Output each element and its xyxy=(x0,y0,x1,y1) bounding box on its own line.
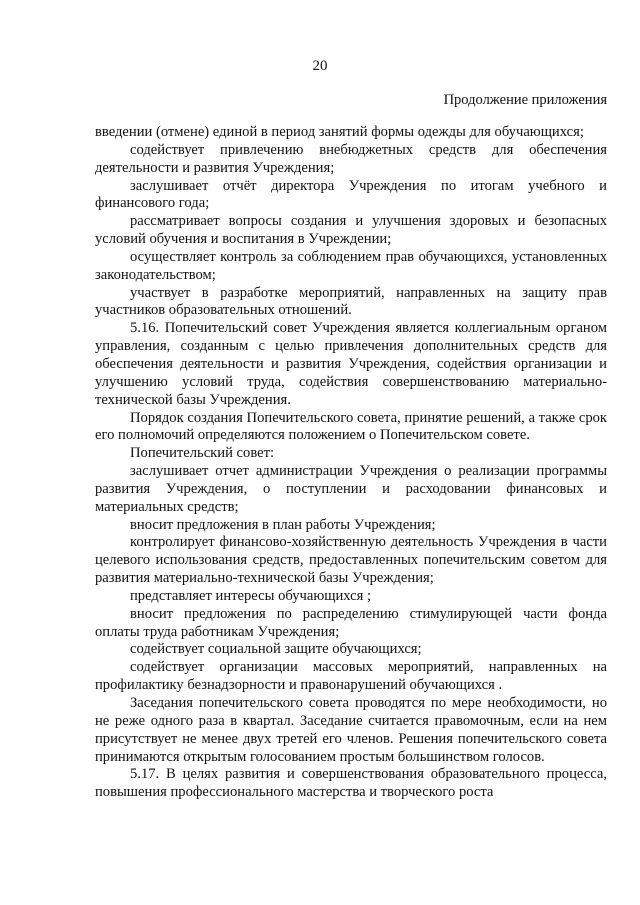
body-text xyxy=(95,124,607,802)
paragraph: вносит предложения в план работы Учреждения; xyxy=(130,516,436,533)
paragraph: Заседания попечительского совета проводятся по мере необходимости, но не реже одного раза в квартал. Заседание считается правомочным, если на нем присутствует не менее двух третей его членов. Решения попечительского совета принимаются открытым голосованием простым большинством голосов. xyxy=(95,695,607,765)
paragraph: 5.17. В целях развития и совершенствования образовательного процесса, повышения профессионального мастерства и творческого роста xyxy=(95,766,607,801)
paragraph: участвует в разработке мероприятий, направленных на защиту прав участников образовательных отношений. xyxy=(95,284,607,319)
paragraph: заслушивает отчет администрации Учреждения о реализации программы развития Учреждения, о поступлении и расходовании финансовых и материальных средств; xyxy=(95,463,607,515)
paragraph: Порядок создания Попечительского совета, принятие решений, а также срок его полномочий определяются положением о Попечительском совете. xyxy=(95,409,607,444)
paragraph: содействует организации массовых мероприятий, направленных на профилактику безнадзорности и правонарушений обучающихся . xyxy=(95,659,607,694)
running-header: Продолжение приложения xyxy=(443,92,607,108)
page-number: 20 xyxy=(312,58,328,74)
paragraph: заслушивает отчёт директора Учреждения по итогам учебного и финансового года; xyxy=(95,177,607,212)
paragraph: контролирует финансово-хозяйственную деятельность Учреждения в части целевого использования средств, предоставленных попечительским советом для развития материально-технической базы Учреждения; xyxy=(95,534,607,587)
paragraph: содействует социальной защите обучающихся; xyxy=(130,641,422,658)
paragraph: представляет интересы обучающихся ; xyxy=(130,587,372,604)
paragraph: 5.16. Попечительский совет Учреждения является коллегиальным органом управления, созданным с целью привлечения дополнительных средств для обеспечения деятельности и развития Учреждения, содействия организации и улучшению условий труда, содействия совершенствованию материально-технической базы Учреждения. xyxy=(95,320,607,408)
paragraph: рассматривает вопросы создания и улучшения здоровых и безопасных условий обучения и воспитания в Учреждении; xyxy=(95,213,607,248)
paragraph: Попечительский совет: xyxy=(130,445,275,462)
paragraph: осуществляет контроль за соблюдением прав обучающихся, установленных законодательством; xyxy=(95,248,607,283)
paragraph: введении (отмене) единой в период занятий формы одежды для обучающихся; xyxy=(95,124,584,140)
paragraph: содействует привлечению внебюджетных средств для обеспечения деятельности и развития Учреждения; xyxy=(95,141,607,176)
paragraph: вносит предложения по распределению стимулирующей части фонда оплаты труда работникам Учреждения; xyxy=(95,605,607,640)
